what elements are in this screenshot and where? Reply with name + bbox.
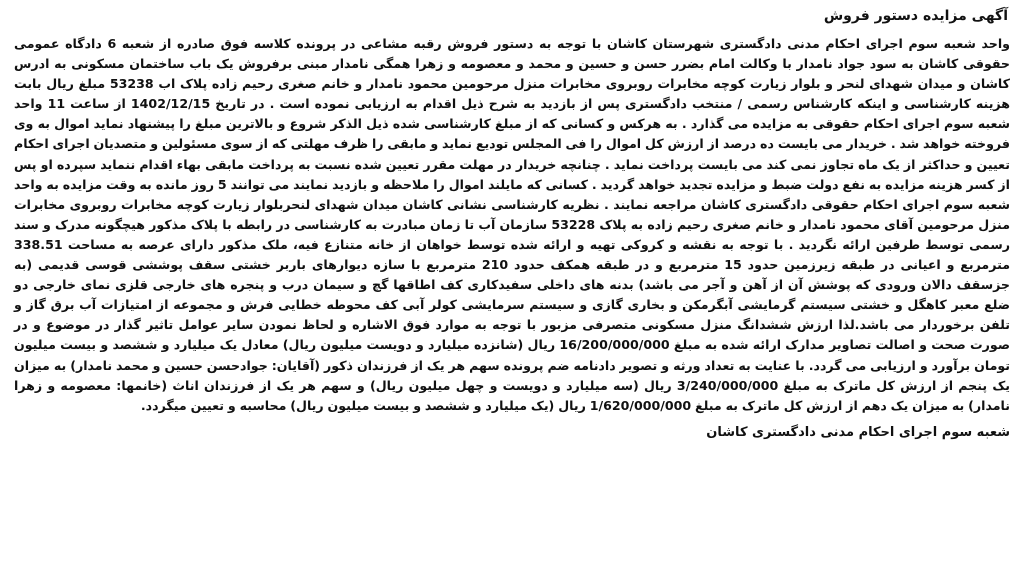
- notice-title: آگهی مزایده دستور فروش: [823, 8, 1008, 24]
- auction-notice: [10, 4, 1014, 570]
- notice-body: واحد شعبه سوم اجرای احکام مدنی دادگستری شهرستان کاشان با توجه به دستور فروش رقبه مشاعی در پرونده کلاسه فوق صادره از شعبه 6 دادگاه عمومی حقوقی کاشان به سود جواد نامدار با وکالت امام بضرر حسن و حسین و محمد و معصومه و زهرا همگی نامدار مبنی برفروش یک باب ساختمان مسکونی به ادرس کاشان و میدان شهدای لنحر و بلوار زیارت کوچه مخابرات روبروی مخابرات منزل مرحومین محمود نامدار و خانم صغری رحیم زاده پلاک اب 53238 مبلغ ریال بابت هزینه کارشناسی و اینکه کارشناس رسمی / منتخب دادگستری پس از بازدید به شرح ذیل اقدام به ارزیابی نموده است . در تاریخ 1402/12/15 از ساعت 11 واحد شعبه سوم اجرای احکام حقوقی به مزایده می گذارد . به هرکس و کسانی که از مبلغ کارشناسی شده ذیل الذکر شروع و بالاترین مبلغ را پیشنهاد نماید اموال به وی فروخته خواهد شد . خریدار می بایست ده درصد از ارزش کل اموال را فی المجلس تودیع نماید و مابقی را ظرف مهلتی که از سوی مسئولین و متصدیان اجرای احکام تعیین و حداکثر از یک ماه تجاوز نمی کند می بایست پرداخت نماید . چنانچه خریدار در مهلت مقرر تعیین شده نسبت به پرداخت مابقی بهاء اقدام ننماید سپرده او پس از کسر هزینه مزایده به نفع دولت ضبط و مزایده تجدید خواهد گردید . کسانی که مایلند اموال را ملاحظه و بازدید نمایند می توانند 5 روز مانده به وقت مزایده به واحد شعبه سوم اجرای احکام حقوقی دادگستری کاشان مراجعه نمایند . نظریه کارشناسی نشانی کاشان میدان شهدای لنحربلوار زیارت کوچه مخابرات روبروی مخابرات منزل مرحومین آقای محمود نامدار و خانم صغری رحیم زاده به پلاک 53228 سازمان آب تا زمان مبادرت به کارشناسی در رابطه با پلاک مذکور هیچگونه مدرک و سند رسمی توسط طرفین ارائه نگردید . با توجه به نقشه و کروکی تهیه و ارائه شده توسط خواهان از خانه متنازع فیه، ملک مذکور دارای عرصه به مساحت 338.51 مترمربع و اعیانی در طبقه زیرزمین حدود 15 مترمربع و در طبقه همکف حدود 210 مترمربع با سازه دیوارهای باربر خشتی سقف پوششی قوسی قدیمی (به جزسقف دالان ورودی که پوشش آن از آهن و آجر می باشد) بدنه های داخلی سفیدکاری کف اطاقها گچ و سیمان درب و پنجره های خارجی قلزی نمای خارجی دو ضلع معبر کاهگل و خشتی سیستم گرمایشی آبگرمکن و بخاری گازی و سیستم سرمایشی کولر آبی کف محوطه خطایی فرش و مجموعه از امتیازات آب برق گاز و تلفن برخوردار می باشد.لذا ارزش ششدانگ منزل مسکونی متصرفی مزبور با توجه به موارد فوق الاشاره و لحاظ نمودن سایر عوامل تاثیر گذار در موضوع و در صورت صحت و اصالت تصاویر مدارک ارائه شده به مبلغ 16/200/000/000 ریال (شانزده میلیارد و دویست میلیون ریال) معادل یک میلیارد و ششصد و بیست میلیون تومان برآورد و ارزیابی می گردد. با عنایت به تعداد ورثه و تصویر دادنامه ضم پرونده سهم هر یک از فرزندان ذکور (آقایان: جوادحسن حسین و محمد نامدار) به میزان یک پنجم از ارزش کل ماترک به مبلغ 3/240/000/000 ریال (سه میلیارد و دویست و چهل میلیون ریال) و سهم هر یک از فرزندان اناث (خانمها: معصومه و زهرا نامدار) به میزان یک دهم از ارزش کل ماترک به مبلغ 1/620/000/000 ریال (یک میلیارد و ششصد و بیست میلیون ریال) محاسبه و تعیین میگردد.: [14, 36, 1011, 413]
- notice-signature: شعبه سوم اجرای احکام مدنی دادگستری کاشان: [706, 424, 1010, 440]
